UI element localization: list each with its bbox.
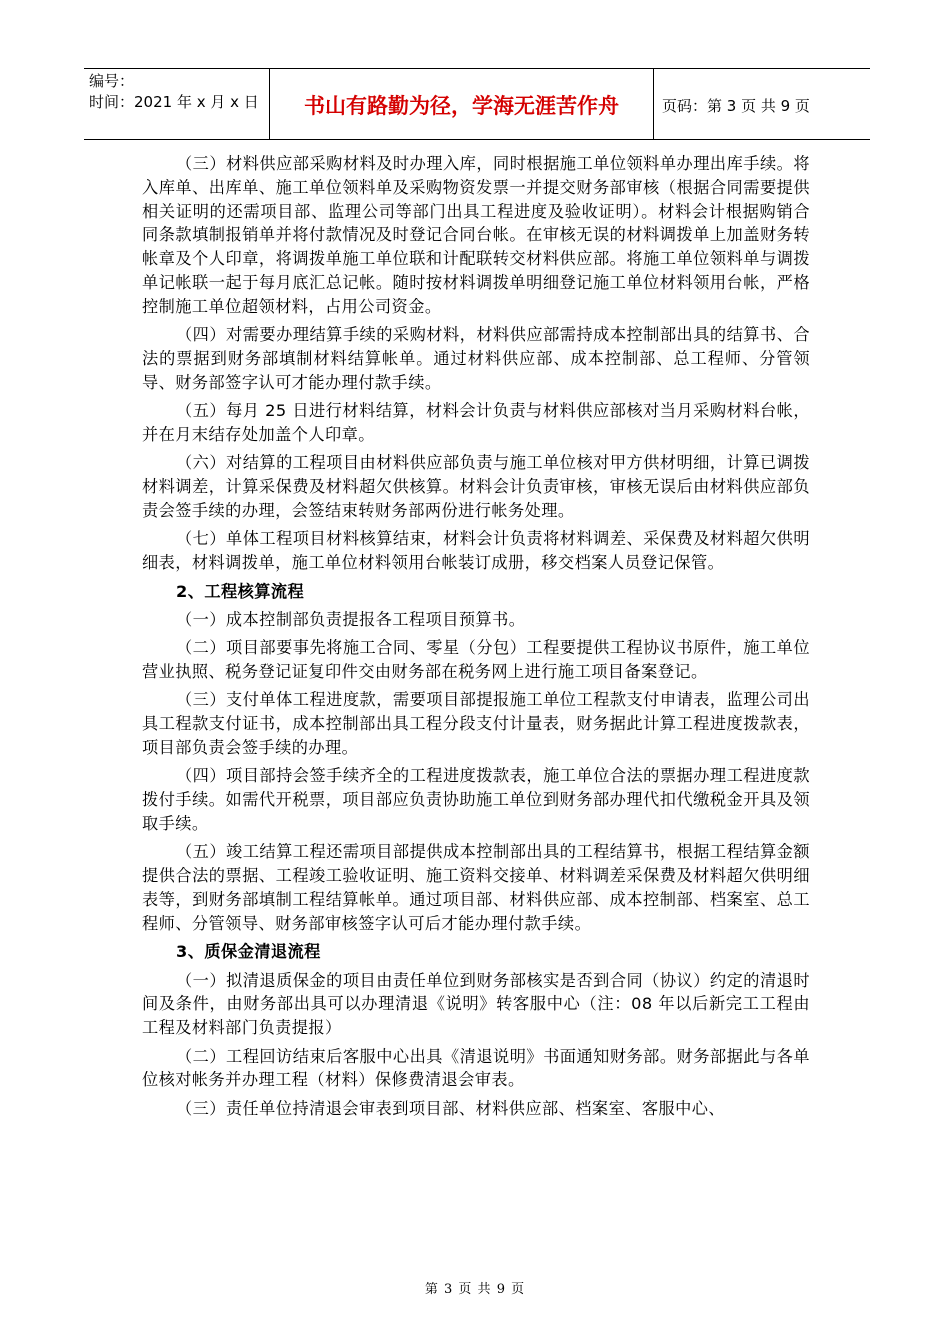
body-paragraph: （二）项目部要事先将施工合同、零星（分包）工程要提供工程协议书原件，施工单位营业执照、税务登记证复印件交由财务部在税务网上进行施工项目备案登记。 xyxy=(142,638,810,682)
document-number-label: 编号： xyxy=(89,72,135,90)
document-body xyxy=(142,152,810,1125)
page-footer: 第 3 页 共 9 页 xyxy=(424,1282,526,1297)
body-paragraph: （四）项目部持会签手续齐全的工程进度拨款表，施工单位合法的票据办理工程进度款拨付手续。如需代开税票，项目部应负责协助施工单位到财务部办理代扣代缴税金开具及领取手续。 xyxy=(142,766,810,834)
body-paragraph: （三）责任单位持清退会审表到项目部、材料供应部、档案室、客服中心、 xyxy=(176,1098,726,1118)
body-paragraph: （四）对需要办理结算手续的采购材料，材料供应部需持成本控制部出具的结算书、合法的票据到财务部填制材料结算帐单。通过材料供应部、成本控制部、总工程师、分管领导、财务部签字认可才能办理付款手续。 xyxy=(142,325,810,392)
body-paragraph: （五）竣工结算工程还需项目部提供成本控制部出具的工程结算书，根据工程结算金额提供合法的票据、工程竣工验收证明、施工资料交接单、材料调差采保费及材料超欠供明细表等，到财务部填制工程结算帐单。通过项目部、材料供应部、成本控制部、档案室、总工程师、分管领导、财务部审核签字认可后才能办理付款手续。 xyxy=(142,842,810,933)
body-paragraph: （三）材料供应部采购材料及时办理入库，同时根据施工单位领料单办理出库手续。将入库单、出库单、施工单位领料单及采购物资发票一并提交财务部审核（根据合同需要提供相关证明的还需项目部、监理公司等部门出具工程进度及验收证明）。材料会计根据购销合同条款填制报销单并将付款情况及时登记合同台帐。在审核无误的材料调拨单上加盖财务转帐章及个人印章，将调拨单施工单位联和计配联转交材料供应部。将施工单位领料单与调拨单记帐联一起于每月底汇总记帐。随时按材料调拨单明细登记施工单位材料领用台帐，严格控制施工单位超领材料，占用公司资金。 xyxy=(142,154,810,316)
body-paragraph: （三）支付单体工程进度款，需要项目部提报施工单位工程款支付申请表，监理公司出具工程款支付证书，成本控制部出具工程分段支付计量表，财务据此计算工程进度拨款表，项目部负责会签手续的办理。 xyxy=(142,690,810,758)
body-paragraph: （二）工程回访结束后客服中心出具《清退说明》书面通知财务部。财务部据此与各单位核对帐务并办理工程（材料）保修费清退会审表。 xyxy=(142,1046,810,1090)
header-page-number: 页码：第 3 页 共 9 页 xyxy=(662,96,810,115)
page-header xyxy=(84,68,870,140)
body-paragraph: （一）拟清退质保金的项目由责任单位到财务部核实是否到合同（协议）约定的清退时间及条件，由财务部出具可以办理清退《说明》转客服中心（注：08 年以后新完工工程由工程及材料部门负责提报） xyxy=(142,970,810,1038)
body-paragraph: （七）单体工程项目材料核算结束，材料会计负责将材料调差、采保费及材料超欠供明细表，材料调拨单，施工单位材料领用台帐装订成册，移交档案人员登记保管。 xyxy=(142,529,810,573)
section-heading: 2、工程核算流程 xyxy=(176,581,305,601)
section-heading: 3、质保金清退流程 xyxy=(176,942,321,962)
header-motto: 书山有路勤为径，学海无涯苦作舟 xyxy=(270,69,654,139)
document-date-label: 时间：2021 年 x 月 x 日 xyxy=(89,93,259,111)
body-paragraph: （六）对结算的工程项目由材料供应部负责与施工单位核对甲方供材明细，计算已调拨材料调差，计算采保费及材料超欠供核算。材料会计负责审核，审核无误后由材料供应部负责会签手续的办理，会签结束转财务部两份进行帐务处理。 xyxy=(142,453,810,520)
header-meta xyxy=(84,69,270,139)
body-paragraph: （五）每月 25 日进行材料结算，材料会计负责与材料供应部核对当月采购材料台帐，并在月末结存处加盖个人印章。 xyxy=(142,401,810,444)
body-paragraph: （一）成本控制部负责提报各工程项目预算书。 xyxy=(176,609,526,629)
